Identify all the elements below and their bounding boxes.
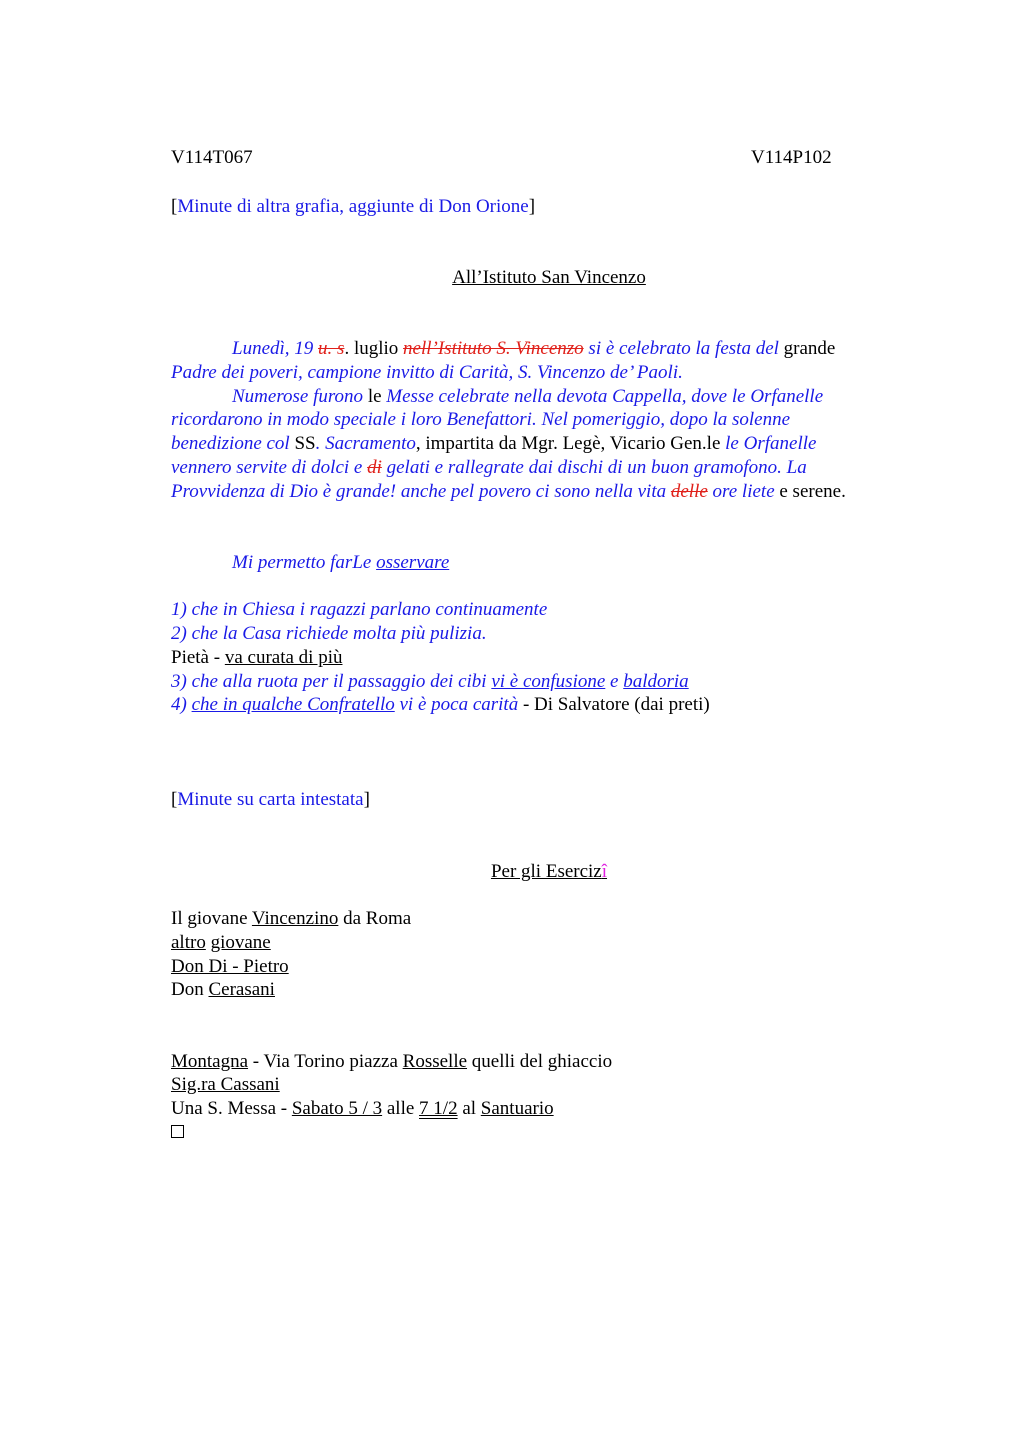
editorial-note-1: [Minute di altra grafia, aggiunte di Don Orione] [171,196,536,217]
bottom-line-1: Montagna - Via Torino piazza Rosselle quelli del ghiaccio [171,1051,613,1072]
editorial-note-1-text: Minute di altra grafia, aggiunte di Don Orione [177,196,529,217]
item-1: 1) che in Chiesa i ragazzi parlano continuamente [171,599,548,620]
bottom-line-3: Una S. Messa - Sabato 5 / 3 alle 7 1/2 al Santuario [171,1098,554,1119]
paragraph-1-line-2: Padre dei poveri, campione invitto di Carità, S. Vincenzo de’ Paoli. [171,362,683,383]
section-title-1: All’Istituto San Vincenzo [452,267,646,288]
list-line-4: Don Cerasani [171,979,275,1000]
list-line-3: Don Di - Pietro [171,956,289,977]
paragraph-2-line-3: benedizione col SS. Sacramento, impartita da Mgr. Legè, Vicario Gen.le le Orfanelle [171,433,817,454]
pieta-line: Pietà - va curata di più [171,647,343,668]
paragraph-2-line-1: Numerose furono le Messe celebrate nella devota Cappella, dove le Orfanelle [232,386,824,407]
item-4: 4) che in qualche Confratello vi è poca carità - Di Salvatore (dai preti) [171,694,710,715]
editorial-note-2: [Minute su carta intestata] [171,789,370,810]
header-right-code: V114P102 [751,147,832,168]
title-mark: î [601,861,608,882]
square-icon [171,1125,184,1138]
deleted-text: nell’Istituto S. Vincenzo [403,338,584,359]
paragraph-2-line-2: ricordarono in modo speciale i loro Benefattori. Nel pomeriggio, dopo la solenne [171,409,791,430]
section-title-2: Per gli Esercizî [490,861,608,882]
editorial-note-2-text: Minute su carta intestata [177,789,364,810]
list-line-1: Il giovane Vincenzino da Roma [171,908,412,929]
deleted-text: di [367,457,382,478]
item-3: 3) che alla ruota per il passaggio dei cibi vi è confusione e baldoria [171,671,689,692]
bottom-line-2: Sig.ra Cassani [171,1074,280,1095]
paragraph-2-line-4: vennero servite di dolci e di gelati e rallegrate dai dischi di un buon gramofono. La [171,457,807,478]
paragraph-1-line-1: Lunedì, 19 u. s. luglio nell’Istituto S. Vincenzo si è celebrato la festa del grande [232,338,836,359]
observe-line: Mi permetto farLe osservare [232,552,450,573]
list-line-2: altro giovane [171,932,271,953]
deleted-text: u. s [318,338,345,359]
paragraph-2-line-5: Provvidenza di Dio è grande! anche pel povero ci sono nella vita delle ore liete e serene. [171,481,846,502]
header-left-code: V114T067 [171,147,253,168]
end-symbol [171,1120,184,1144]
item-2: 2) che la Casa richiede molta più pulizia. [171,623,487,644]
deleted-text: delle [670,481,708,502]
